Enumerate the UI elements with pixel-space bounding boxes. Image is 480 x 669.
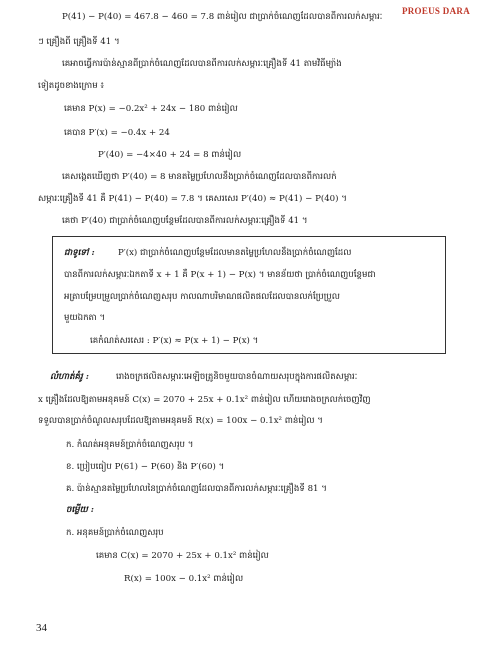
text-line: គេថា P′(40) ជាប្រាក់ចំណេញបន្ថែមដែលបានពីការលក់សម្ភារៈគ្រឿងទី 41 ។ [62,216,308,226]
answer-equation: គេមាន C(x) = 2070 + 25x + 0.1x² ពាន់រៀល [96,551,269,561]
text-line: គេសង្កេតឃើញថា P′(40) = 8 មានតម្លៃប្រហែលនឹងប្រាក់ចំណេញដែលបានពីការលក់ [62,172,337,182]
header-brand: PROEUS DARA [401,6,470,16]
example-line: ទទួលបានប្រាក់ចំណូលសរុបដែលឱ្យតាមអនុគមន៍ R(x) = 100x − 0.1x² ពាន់រៀល ។ [38,416,323,426]
equation-line: គេបាន P′(x) = −0.4x + 24 [64,128,170,138]
equation-line: គេមាន P(x) = −0.2x² + 24x − 180 ពាន់រៀល [64,104,238,114]
answer-title: ចម្លើយ : [66,505,94,515]
text-line: សម្ភារៈគ្រឿងទី 41 គឺ P(41) − P(40) = 7.8 ។ គេសរសេរ P′(40) ≈ P(41) − P(40) ។ [38,194,347,204]
page-number: 34 [36,622,47,634]
box-line: អត្រាបម្រែបម្រួលប្រាក់ចំណេញសរុប កាលណាបរិមាណផលិតផលដែលបានលក់ប្រែប្រួល [64,292,340,302]
equation-line: P′(40) = −4×40 + 24 = 8 ពាន់រៀល [98,150,242,160]
box-title: ជាទូទៅ : [64,248,95,258]
example-item: គ. ប៉ាន់ស្មានតម្លៃប្រហែលនៃប្រាក់ចំណេញដែលបានពីការលក់សម្ភារៈគ្រឿងទី 81 ។ [66,484,327,494]
text-line: P(41) − P(40) = 467.8 − 460 = 7.8 ពាន់រៀល ជាប្រាក់ចំណេញដែលបានពីការលក់សម្ភារៈ [62,12,383,22]
example-title: លំហាត់គំរូ : [50,372,89,382]
text-line: ទៀតដូចខាងក្រោម ៖ [38,81,105,91]
example-item: ក. កំណត់អនុគមន៍ប្រាក់ចំណេញសរុប ។ [66,440,194,450]
example-line: x គ្រឿងដែលឱ្យតាមអនុគមន៍ C(x) = 2070 + 25x + 0.1x² ពាន់រៀល ហើយរោងចក្រលក់ចេញវិញ [38,395,371,405]
box-line: P′(x) ជាប្រាក់ចំណេញបន្ថែមដែលមានតម្លៃប្រហែលនឹងប្រាក់ចំណេញដែល [118,248,352,258]
example-item: ខ. ប្រៀបធៀប P(61) − P(60) និង P′(60) ។ [66,462,225,472]
box-formula: គេកំណត់សរសេរ : P′(x) ≈ P(x + 1) − P(x) ។ [90,336,259,346]
box-line: មួយឯកតា ។ [64,313,106,323]
text-line: ៗ គ្រឿងពី គ្រឿងទី 41 ។ [38,37,120,47]
example-line: រោងចក្រផលិតសម្ភារៈអេឡិចត្រូនិចមួយបានចំណាយសរុបក្នុងការផលិតសម្ភារៈ [116,372,358,382]
box-line: បានពីការលក់សម្ភារៈឯកតាទី x + 1 គឺ P(x + 1) − P(x) ។ មានន័យថា ប្រាក់ចំណេញបន្ថែមជា [64,270,376,280]
answer-line: ក. អនុគមន៍ប្រាក់ចំណេញសរុប [66,528,164,538]
answer-equation: R(x) = 100x − 0.1x² ពាន់រៀល [124,574,244,584]
text-line: គេអាចធ្វើការប៉ាន់ស្មានពីប្រាក់ចំណេញដែលបានពីការលក់សម្ភារៈគ្រឿងទី 41 តាមវិធីម្យ៉ាង [62,59,342,69]
